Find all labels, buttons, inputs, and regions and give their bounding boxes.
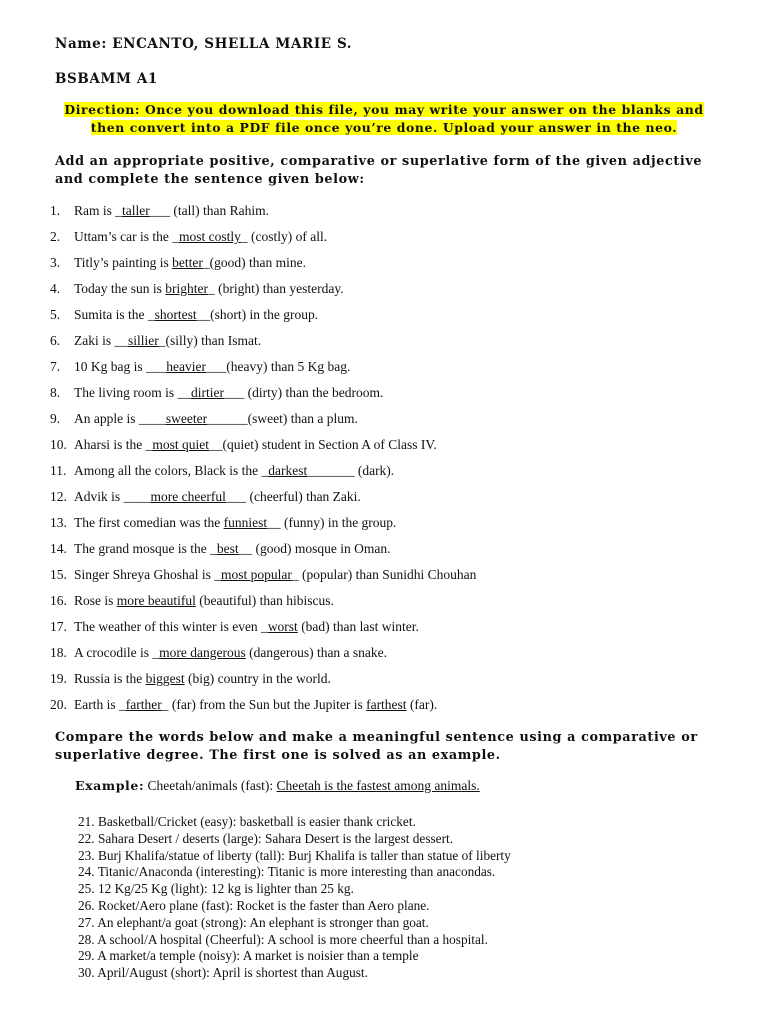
list-item: 8. The living room is __dirtier___ (dirty) than the bedroom. — [50, 385, 384, 400]
list-item: 9. An apple is ____sweeter______(sweet) than a plum. — [50, 411, 358, 426]
example-answer: Cheetah is the fastest among animals. — [276, 778, 480, 793]
list-item: 28. A school/A hospital (Cheerful): A school is more cheerful than a hospital. — [78, 931, 488, 947]
answer-text: most popular — [220, 567, 292, 582]
comparison-sentence-list — [78, 814, 511, 982]
list-item: 21. Basketball/Cricket (easy): basketball is easier thank cricket. — [78, 814, 416, 829]
direction-line-1: Direction: Once you download this file, you may write your answer on the blanks and — [64, 102, 704, 117]
list-item: 2. Uttam’s car is the _most costly_ (costly) of all. — [50, 229, 328, 244]
answer-text: shortest — [154, 307, 197, 322]
student-name: Name: ENCANTO, SHELLA MARIE S. — [55, 36, 353, 52]
list-item: 14. The grand mosque is the _best__ (good) mosque in Oman. — [50, 541, 391, 556]
answer-text: more cheerful — [150, 489, 226, 504]
list-item: 29. A market/a temple (noisy): A market is noisier than a temple — [78, 948, 419, 964]
answer-text: more beautiful — [116, 593, 196, 608]
list-item: 12. Advik is ____more cheerful___ (cheerful) than Zaki. — [50, 489, 361, 504]
answer-text: best — [216, 541, 239, 556]
section1-instruction — [55, 153, 735, 189]
list-item: 27. An elephant/a goat (strong): An elephant is stronger than goat. — [78, 914, 429, 930]
answer-text: farthest — [366, 697, 407, 712]
list-item: 6. Zaki is __sillier_(silly) than Ismat. — [50, 333, 262, 348]
example-prompt: Cheetah/animals (fast): — [144, 778, 277, 793]
list-item: 23. Burj Khalifa/statue of liberty (tall): Burj Khalifa is taller than statue of liberty — [78, 847, 511, 863]
answer-text: most costly — [178, 229, 241, 244]
list-item: 26. Rocket/Aero plane (fast): Rocket is the faster than Aero plane. — [78, 897, 430, 913]
list-item: 13. The first comedian was the funniest__ (funny) in the group. — [50, 515, 397, 530]
section1-instruction-line-2: and complete the sentence given below: — [55, 172, 365, 187]
list-item: 3. Titly’s painting is better_(good) than mine. — [50, 255, 306, 270]
list-item: 22. Sahara Desert / deserts (large): Sahara Desert is the largest dessert. — [78, 830, 454, 846]
section1-instruction-line-1: Add an appropriate positive, comparative or superlative form of the given adjective — [55, 154, 703, 169]
answer-text: heavier — [166, 359, 206, 374]
list-item: 7. 10 Kg bag is ___heavier___(heavy) than 5 Kg bag. — [50, 359, 351, 374]
answer-text: taller — [122, 203, 150, 218]
answer-text: funniest — [223, 515, 268, 530]
direction-note — [40, 101, 728, 137]
answer-text: most quiet — [152, 437, 209, 452]
list-item: 1. Ram is _taller___ (tall) than Rahim. — [50, 203, 269, 218]
list-item: 19. Russia is the biggest (big) country in the world. — [50, 671, 331, 686]
answer-text: sweeter — [165, 411, 208, 426]
list-item: 20. Earth is _farther_ (far) from the Sun but the Jupiter is farthest (far). — [50, 697, 438, 712]
direction-line-2: then convert into a PDF file once you’re done. Upload your answer in the neo. — [90, 120, 678, 135]
list-item: 17. The weather of this winter is even _worst (bad) than last winter. — [50, 619, 419, 634]
list-item: 24. Titanic/Anaconda (interesting): Titanic is more interesting than anacondas. — [78, 864, 496, 880]
list-item: 15. Singer Shreya Ghoshal is _most popular_ (popular) than Sunidhi Chouhan — [50, 567, 477, 582]
list-item: 25. 12 Kg/25 Kg (light): 12 kg is lighter than 25 kg. — [78, 881, 354, 897]
section2-instruction-line-1: Compare the words below and make a meaningful sentence using a comparative or — [55, 730, 698, 745]
example-label: Example: — [75, 778, 145, 793]
answer-text: brighter — [165, 281, 209, 296]
list-item: 18. A crocodile is _more dangerous (dangerous) than a snake. — [50, 645, 388, 660]
example-line — [75, 778, 480, 794]
section2-instruction — [55, 729, 735, 765]
answer-text: dirtier — [191, 385, 224, 400]
answer-text: sillier — [128, 333, 159, 348]
answer-text: darkest — [268, 463, 308, 478]
course-section: BSBAMM A1 — [55, 71, 158, 87]
answer-text: worst — [267, 619, 298, 634]
list-item: 30. April/August (short): April is shortest than August. — [78, 965, 368, 981]
answer-text: more dangerous — [159, 645, 246, 660]
answer-text: better — [172, 255, 203, 270]
list-item: 11. Among all the colors, Black is the _darkest_______ (dark). — [50, 463, 395, 478]
list-item: 10. Aharsi is the _most quiet__(quiet) student in Section A of Class IV. — [50, 437, 437, 452]
list-item: 16. Rose is more beautiful (beautiful) than hibiscus. — [50, 593, 334, 608]
answer-text: farther — [125, 697, 162, 712]
section2-instruction-line-2: superlative degree. The first one is solved as an example. — [55, 748, 501, 763]
answer-text: biggest — [145, 671, 185, 686]
list-item: 5. Sumita is the _shortest__(short) in the group. — [50, 307, 319, 322]
list-item: 4. Today the sun is brighter_ (bright) than yesterday. — [50, 281, 344, 296]
